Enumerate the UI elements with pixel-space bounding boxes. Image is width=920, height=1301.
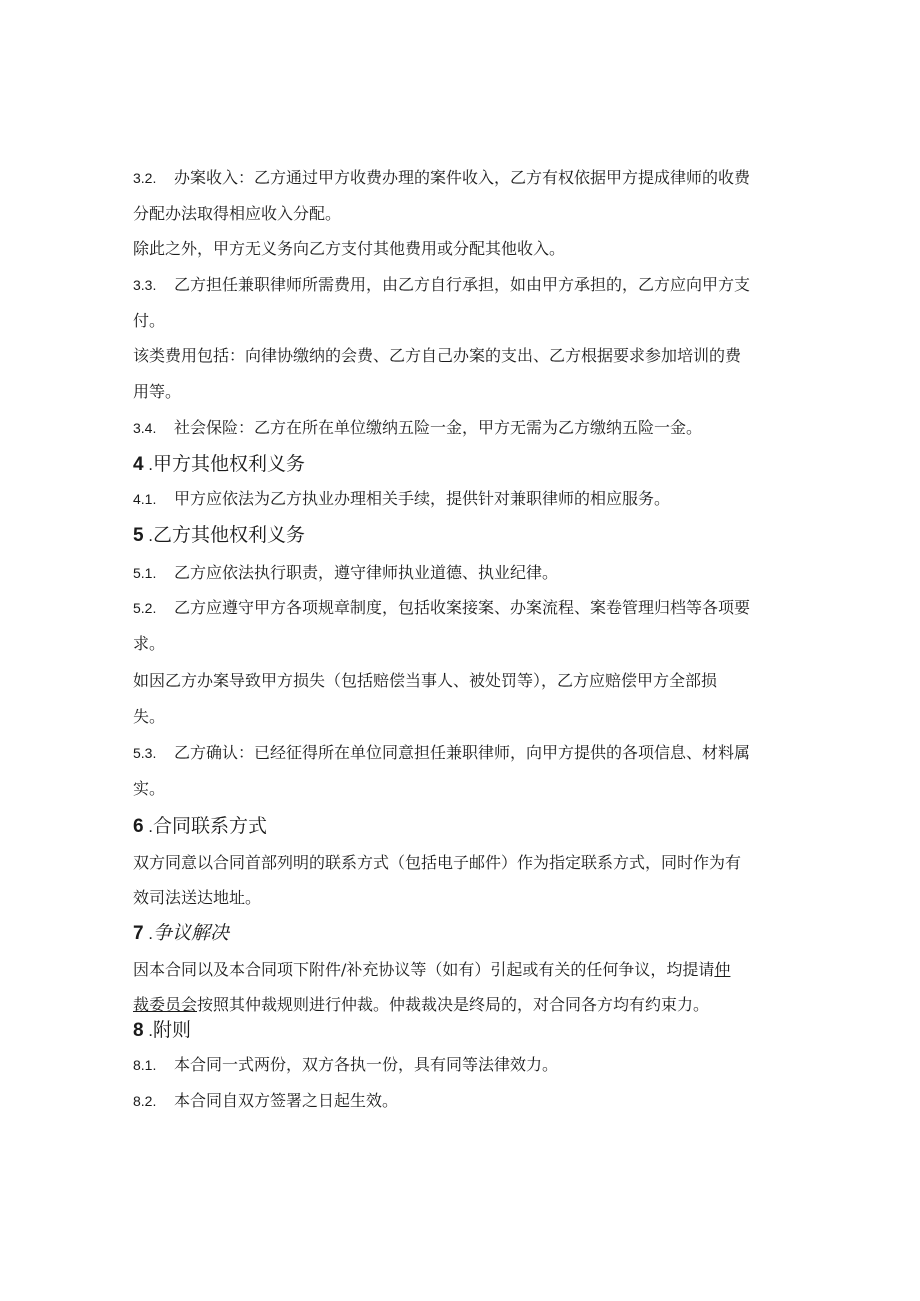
heading-8: 8 .附则 <box>133 1019 192 1041</box>
heading-7: 7 .争议解决 <box>133 922 230 944</box>
clause-5-1: 5.1. 乙方应依法执行职责，遵守律师执业道德、执业纪律。 <box>133 563 559 582</box>
clause-3-2-line-2: 分配办法取得相应收入分配。 <box>133 204 342 223</box>
clause-5-2-line-3: 如因乙方办案导致甲方损失（包括赔偿当事人、被处罚等），乙方应赔偿甲方全部损 <box>133 671 718 690</box>
heading-5: 5 .乙方其他权利义务 <box>133 524 306 546</box>
section-7-line-2: 裁委员会按照其仲裁规则进行仲裁。仲裁裁决是终局的，对合同各方均有约束力。 <box>133 995 710 1014</box>
clause-3-3-line-4: 用等。 <box>133 382 182 401</box>
clause-3-2-line-3: 除此之外，甲方无义务向乙方支付其他费用或分配其他收入。 <box>133 239 566 258</box>
clause-3-3-line-1: 3.3. 乙方担任兼职律师所需费用，由乙方自行承担，如由甲方承担的，乙方应向甲方支 <box>133 275 751 294</box>
heading-6: 6 .合同联系方式 <box>133 815 268 837</box>
section-6-line-2: 效司法送达地址。 <box>133 888 262 907</box>
clause-3-4: 3.4. 社会保险：乙方在所在单位缴纳五险一金，甲方无需为乙方缴纳五险一金。 <box>133 418 703 437</box>
clause-4-1: 4.1. 甲方应依法为乙方执业办理相关手续，提供针对兼职律师的相应服务。 <box>133 489 671 508</box>
clause-3-3-line-2: 付。 <box>133 311 166 330</box>
clause-3-2-line-1: 3.2. 办案收入：乙方通过甲方收费办理的案件收入，乙方有权依据甲方提成律师的收费 <box>133 168 751 187</box>
clause-3-3-line-3: 该类费用包括：向律协缴纳的会费、乙方自己办案的支出、乙方根据要求参加培训的费 <box>133 346 742 365</box>
clause-5-2-line-4: 失。 <box>133 707 166 726</box>
clause-5-2-line-1: 5.2. 乙方应遵守甲方各项规章制度，包括收案接案、办案流程、案卷管理归档等各项要 <box>133 598 751 617</box>
clause-5-2-line-2: 求。 <box>133 634 166 653</box>
section-6-line-1: 双方同意以合同首部列明的联系方式（包括电子邮件）作为指定联系方式，同时作为有 <box>133 853 742 872</box>
heading-4: 4 .甲方其他权利义务 <box>133 453 306 475</box>
clause-8-1: 8.1. 本合同一式两份，双方各执一份，具有同等法律效力。 <box>133 1055 559 1074</box>
clause-5-3-line-1: 5.3. 乙方确认：已经征得所在单位同意担任兼职律师，向甲方提供的各项信息、材料属 <box>133 743 751 762</box>
clause-5-3-line-2: 实。 <box>133 779 166 798</box>
section-7-line-1: 因本合同以及本合同项下附件/补充协议等（如有）引起或有关的任何争议，均提请仲 <box>133 960 731 979</box>
clause-8-2: 8.2. 本合同自双方签署之日起生效。 <box>133 1091 399 1110</box>
